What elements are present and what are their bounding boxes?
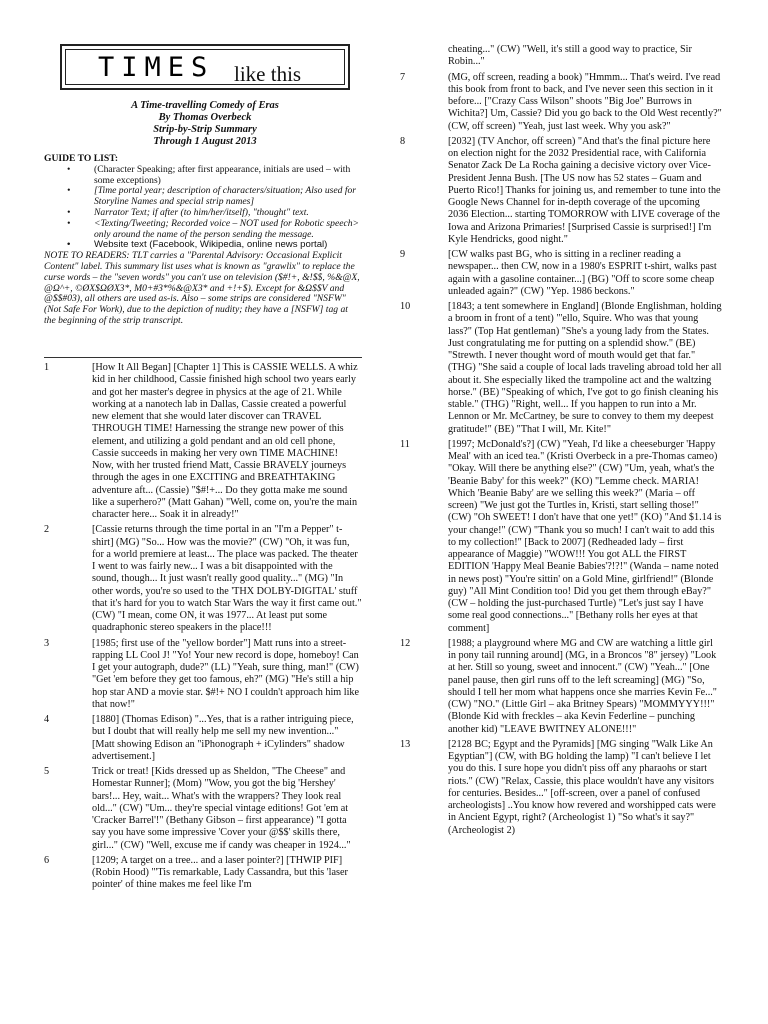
guide-item: • (Character Speaking; after first appearance, initials are used – with some exceptions) (94, 165, 362, 187)
strip-entry (44, 855, 362, 892)
subhead-line: A Time-travelling Comedy of Eras (131, 100, 279, 111)
strip-text: [1997; McDonald's?] (CW) "Yeah, I'd like a cheeseburger 'Happy Meal' with an iced tea." (Kristi Overbeck in a pre-Thomas cameo) "Okay. Will there be anything else?" (CW) "Um, yeah, what's the 'Beanie Baby' for this week?" (KO) "Lemme check. MARIA! Which 'Beanie Baby' are we selling this week?" (Maria – off screen) "We just got the Turtles in, Kristi, start selling those!" (CW) "Oh SWEET! I don't have that one yet!" (KO) "And $1.14 is your change!" (CW) "Thank you so much! I can't wait to add this to my collection!" [Back to 2007] (Redheaded lady – first appearance of Maggie) "WOW!!! You got ALL the FIRST EDITION 'Happy Meal Beanie Babies'?!?!" (Wanda – name noted in news post) "You're sittin' on a Gold Mine, girlfriend!" (Blonde guy) "All Mint Condition too! Did you get them through eBay?" (CW – holding the just-purchased Turtle) "Let's just say I have some real good connections..." [Bethany rolls her eyes at that comment] (448, 438, 722, 634)
strip-number: 12 (400, 637, 411, 649)
strip-text: [How It All Began] [Chapter 1] This is CASSIE WELLS. A whiz kid in her childhood, Cassie finished high school two years early and got her master's degree in physics at the age of 21. While working at a nanotech lab in Dallas, Cassie created a powerful new element that she would later discover can TRAVEL THROUGH TIME! Harnessing the strange new power of this element, and utilizing a gold pendant and an old cell phone, Cassie succeeds in making her very own TIME MACHINE! Now, with her trusted friend Matt, Cassie BRAVELY journeys through the ages in one EXCITING and BREATHTAKING adventure aft... (Cassie) "$#!+... Do they gotta make me sound like a superhero?" (Matt Gahan) "Well, come on, you're the main character here... Soak it in already!" (92, 362, 358, 520)
strip-text: [1880] (Thomas Edison) "...Yes, that is a rather intriguing piece, but I doubt that will really help me sell my new invention..." [Matt showing Edison an "iPhonograph + iCylinders" shadow advertisement.] (92, 714, 354, 762)
title-logo (60, 44, 350, 90)
strip-text: (MG, off screen, reading a book) "Hmmm... That's weird. I've read this book from front to back, and I've never seen this section in it before... ["Crazy Cass Wilson" shoots "Big Joe" Burrows in Wichita?] Um, Cassie? Did you go back to the Old West recently?" (CW, off screen) "Yeah, just last week. Why you ask?" (448, 71, 722, 132)
subhead-line: By Thomas Overbeck (158, 112, 252, 123)
strip-text: [Cassie returns through the time portal in an "I'm a Pepper" t-shirt] (MG) "So... How was the movie?" (CW) "Oh, it was fun, for a world premiere at least... The place was packed. The theater I went to was fairly new... I was a bit disappointed with the sound, though... It just wasn't really good quality..." (MG) "In other words, you're so used to the 'THX DOLBY-DIGITAL' stuff that it's hard for you to watch Star Wars the way it first came out." (CW) "I mean, come ON, it was 1977... At least put some quadraphonic stereo speakers in the place!!! (92, 524, 362, 634)
strip-number: 8 (400, 135, 406, 147)
strip-text: [CW walks past BG, who is sitting in a recliner reading a newspaper... then CW, now in a 1980's ESPRIT t-shirt, walks past again with a gasoline container...] (BG) "Off to score some cheap unleaded again?" (CW) "Yep. 1986 beckons." (448, 249, 717, 297)
strip-text: [1843; a tent somewhere in England] (Blonde Englishman, holding a broom in front of a tent) "'ello, Squire. Who was that young lass?" (Top Hat gentleman) "She's a young lady from the States. Just congratulating me for putting on a splendid show." (BE) "Strewth. I never thought word of mouth would get that far." (THG) "She said a couple of local lads traveling abroad told her all about it. She especially liked the trampoline act and the waltzing horse." (BE) "Speaking of which, I've got to go finish cleaning his stable." (THG) "Right, well... If you happen to run into a Mr. Lennon or Mr. McCartney, be sure to convey to them my deepest gratitude!" (BE) "That I will, Mr. Kite!" (448, 301, 722, 435)
strip-entry (400, 301, 722, 436)
strip-entry (44, 524, 362, 634)
strip-entry (400, 739, 722, 837)
strip-entry (44, 766, 362, 852)
strip-text: [2032] (TV Anchor, off screen) "And that's the final picture here on election night for the 2032 Presidential race, with California Senator Zack De La Rocha gaining a decisive victory over Vice-President Jenna Bush. [The US now has 52 states – Guam and Puerto Rico!] Thanks for joining us, and remember to tune into the Google News Channel for in-depth coverage of the upcoming 2036 Election... starting TOMORROW with LIVE coverage of the Iowa and Arizona Primaries! [Surprised Cassie is surprised!] I'm Kyle Hendricks, good night." (448, 135, 721, 245)
entries-right (400, 44, 722, 837)
strip-number: 10 (400, 301, 411, 312)
strip-entry (44, 714, 362, 763)
strip-number: 2 (44, 524, 50, 536)
guide-item: • [Time portal year; description of characters/situation; Also used for Storyline Names and special strip names] (94, 186, 362, 208)
strip-number: 3 (44, 637, 50, 649)
guide-label: GUIDE TO LIST: (44, 153, 119, 164)
note-to-readers: NOTE TO READERS: TLT carries a "Parental Advisory: Occasional Explicit Content" label. This summary list uses what is known as "grawlix" to replace the curse words – the "seven words" you can't use on television ($#!+, &!$$, %&@X, @Ω^+, ©ØX$ΩØX3*, M0+#3*%&@X3* and +!+$). Except for &Ω$$V and @$$#03), all others are used as-is. Also – some strips are considered "NSFW" (Not Safe For Work), due to the depiction of nudity; they have a [NSFW] tag at the beginning of the strip transcript. (44, 250, 360, 326)
strip-text: [1209; A target on a tree... and a laser pointer?] [THWIP PIF] (Robin Hood) "'Tis remarkable, Lady Cassandra, but this 'laser pointer' of thine makes me feel like I'm (92, 854, 348, 891)
strip-number: 4 (44, 714, 50, 725)
title-sub: like this (234, 62, 302, 86)
strip-entry (44, 638, 362, 712)
strip-number: 7 (400, 71, 406, 83)
strip-text: Trick or treat! [Kids dressed up as Sheldon, "The Cheese" and Homestar Runner]; (Mom) "Wow, you got the big 'Hershey' bars!... Hey, wait... What's with the wrappers? They look real old..." (CW) "Um... they're special vintage editions! Got 'em at 'Cracker Barrel'!" (Bethany Gibson – first appearance) "I gotta say you have some impressive 'Cover your @$$' skills there, girl..." (CW) "Well, excuse me if candy was cheaper in 1924..." (92, 766, 351, 851)
entries-left (44, 362, 362, 892)
strip-entry (400, 638, 722, 736)
strip-entry (400, 72, 722, 133)
strip-number: 11 (400, 438, 410, 450)
strip-number: 5 (44, 766, 50, 777)
strip-number (400, 44, 448, 69)
strip-entry (400, 136, 722, 246)
guide-to-list (44, 154, 362, 327)
guide-item: • Website text (Facebook, Wikipedia, online news portal) (94, 240, 362, 251)
strip-text: [1985; first use of the "yellow border"] Matt runs into a street-rapping LL Cool J! "Yo! Your new record is dope, homeboy! Can I get your autograph, dude?" (LL) "Yeah, sure thing, man!" (CW) "Get 'em before they get too famous, eh?" (MG) "He's still a hip hop star AND a movie star. $#!+ NO I couldn't approach him like that now!" (92, 637, 360, 710)
strip-text: [1988; a playground where MG and CW are watching a little girl in pony tail running around] (MG, in a Broncos "8" jersey) "Look at her. Still so young, sweet and innocent." (CW) "Yeah..." [One panel pause, then girl runs off to the left screaming] (MG) "So, should I tell her mom what happens once she marries Kevin Fe..." (CW) "NO." (Little Girl – aka Britney Spears) "MOMMYYY!!!" (Blonde Kid with freckles – aka Kevin Federline – punching another kid) "LEAVE BWITNEY ALONE!!!" (448, 637, 717, 735)
strip-entry (400, 44, 722, 69)
subhead-line: Strip-by-Strip Summary (153, 124, 257, 135)
subhead (60, 100, 350, 148)
strip-number: 9 (400, 249, 406, 260)
strip-entry (400, 249, 722, 298)
subhead-line: Through 1 August 2013 (153, 136, 257, 147)
strip-entry (400, 439, 722, 635)
strip-number: 13 (400, 738, 411, 750)
guide-item: • <Texting/Tweeting; Recorded voice – NOT used for Robotic speech> only around the name of the person sending the message. (94, 219, 362, 241)
guide-item: • Narrator Text; if after (to him/her/itself), "thought" text. (94, 208, 362, 219)
strip-number: 1 (44, 362, 50, 373)
strip-text: [2128 BC; Egypt and the Pyramids] [MG singing "Walk Like An Egyptian"] (CW, with BG holding the lamp) "I can't believe I let you do this. I sure hope you didn't piss off any pharaohs or start riots." (CW) "Relax, Cassie, this place wouldn't have any visitors for centuries. Besides..." [off-screen, over a panel of confused archeologists] ..You know how revered and worshipped cats were in Ancient Egypt, right? (Archeologist 1) "So what's it say?" (Archeologist 2) (448, 738, 716, 836)
strip-number: 6 (44, 854, 50, 866)
title-main: TIMES (98, 52, 215, 83)
strip-text: cheating..." (CW) "Well, it's still a good way to practice, Sir Robin..." (448, 44, 692, 68)
divider (44, 357, 362, 358)
guide-list (44, 165, 362, 251)
strip-entry (44, 362, 362, 521)
